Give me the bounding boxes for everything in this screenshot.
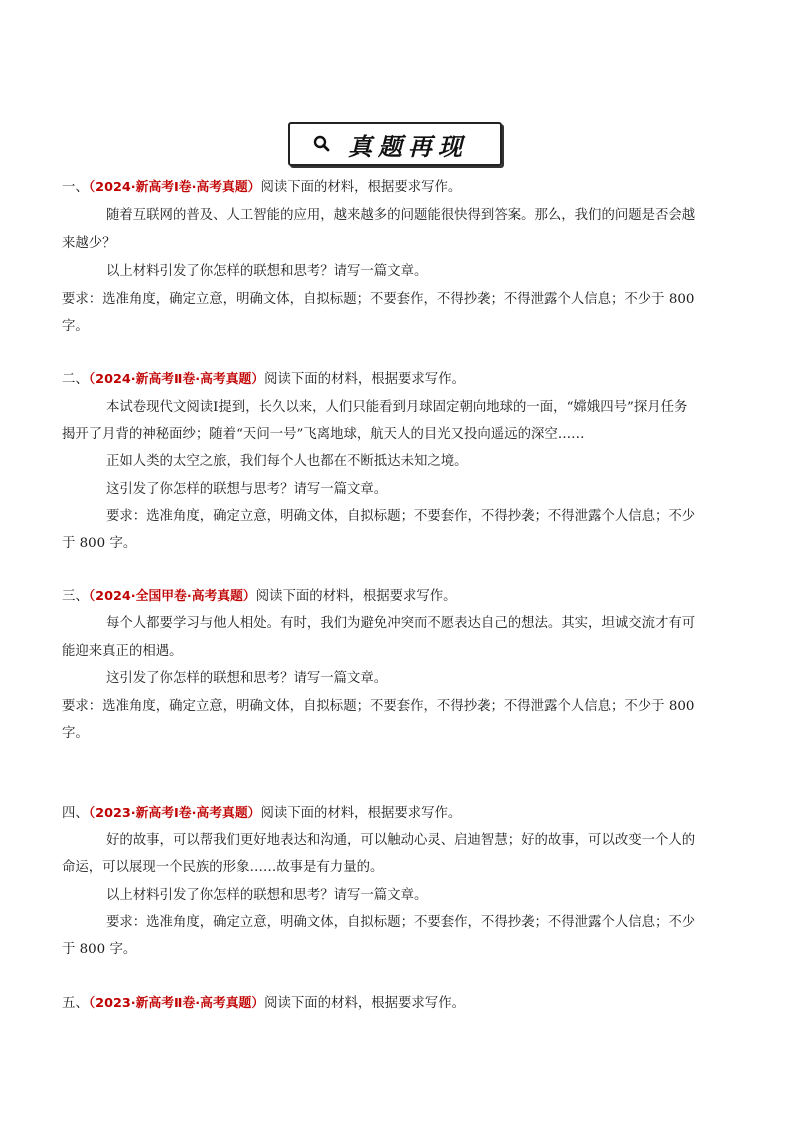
question-source: （2024·新高考Ⅱ卷·高考真题）: [88, 372, 265, 387]
body-line: 好的故事，可以帮我们更好地表达和沟通，可以触动心灵、启迪智慧；好的故事，可以改变一个人的: [106, 833, 696, 848]
body-line: 本试卷现代文阅读Ⅰ提到，长久以来，人们只能看到月球固定朝向地球的一面，“嫦娥四号”探月任务: [106, 400, 688, 415]
question-source: （2024·新高考Ⅰ卷·高考真题）: [88, 180, 261, 195]
body-line: 于 800 字。: [62, 942, 137, 957]
body-line: 正如人类的太空之旅，我们每个人也都在不断抵达未知之境。: [106, 454, 468, 469]
question-instruction: 阅读下面的材料，根据要求写作。: [260, 806, 462, 821]
question-source: （2023·新高考Ⅱ卷·高考真题）: [88, 996, 265, 1011]
question-number: 一、: [62, 180, 89, 195]
question-instruction: 阅读下面的材料，根据要求写作。: [255, 589, 457, 604]
body-line: 要求：选准角度，确定立意，明确文体，自拟标题；不要套作，不得抄袭；不得泄露个人信息；不少于 800: [62, 699, 695, 714]
question-source: （2023·新高考Ⅰ卷·高考真题）: [88, 806, 261, 821]
body-line: 要求：选准角度，确定立意，明确文体，自拟标题；不要套作，不得抄袭；不得泄露个人信息；不少于 800: [62, 292, 695, 307]
question-heading: [62, 994, 465, 1014]
question-number: 五、: [62, 996, 89, 1011]
question-instruction: 阅读下面的材料，根据要求写作。: [260, 180, 462, 195]
body-line: 要求：选准角度，确定立意，明确文体，自拟标题；不要套作，不得抄袭；不得泄露个人信息；不少: [106, 915, 696, 930]
body-line: 字。: [62, 726, 89, 741]
body-line: 这引发了你怎样的联想和思考？请写一篇文章。: [106, 671, 388, 686]
body-line: 以上材料引发了你怎样的联想和思考？请写一篇文章。: [106, 264, 428, 279]
search-icon: [312, 134, 332, 154]
question-instruction: 阅读下面的材料，根据要求写作。: [264, 372, 465, 387]
question-instruction: 阅读下面的材料，根据要求写作。: [264, 996, 465, 1011]
body-line: 于 800 字。: [62, 536, 137, 551]
body-line: 随着互联网的普及、人工智能的应用，越来越多的问题能很快得到答案。那么，我们的问题是否会越: [106, 208, 696, 223]
question-heading: [62, 804, 461, 824]
body-line: 揭开了月背的神秘面纱；随着“天问一号”飞离地球，航天人的目光又投向遥远的深空……: [62, 427, 585, 442]
body-line: 要求：选准角度，确定立意，明确文体，自拟标题；不要套作，不得抄袭；不得泄露个人信息；不少: [106, 509, 696, 524]
body-line: 能迎来真正的相遇。: [62, 644, 183, 659]
body-line: 来越少？: [62, 236, 116, 251]
body-line: 每个人都要学习与他人相处。有时，我们为避免冲突而不愿表达自己的想法。其实，坦诚交流才有可: [106, 616, 696, 631]
question-heading: [62, 178, 461, 198]
body-line: 这引发了你怎样的联想与思考？请写一篇文章。: [106, 482, 388, 497]
body-line: 命运，可以展现一个民族的形象……故事是有力量的。: [62, 860, 384, 875]
page-title: 真题再现: [348, 131, 468, 161]
question-number: 三、: [62, 589, 89, 604]
body-line: 字。: [62, 319, 89, 334]
question-heading: [62, 370, 465, 390]
question-heading: [62, 587, 457, 607]
section-title-box: [288, 122, 502, 166]
question-source: （2024·全国甲卷·高考真题）: [88, 589, 256, 604]
question-number: 二、: [62, 372, 89, 387]
question-number: 四、: [62, 806, 89, 821]
body-line: 以上材料引发了你怎样的联想和思考？请写一篇文章。: [106, 888, 428, 903]
